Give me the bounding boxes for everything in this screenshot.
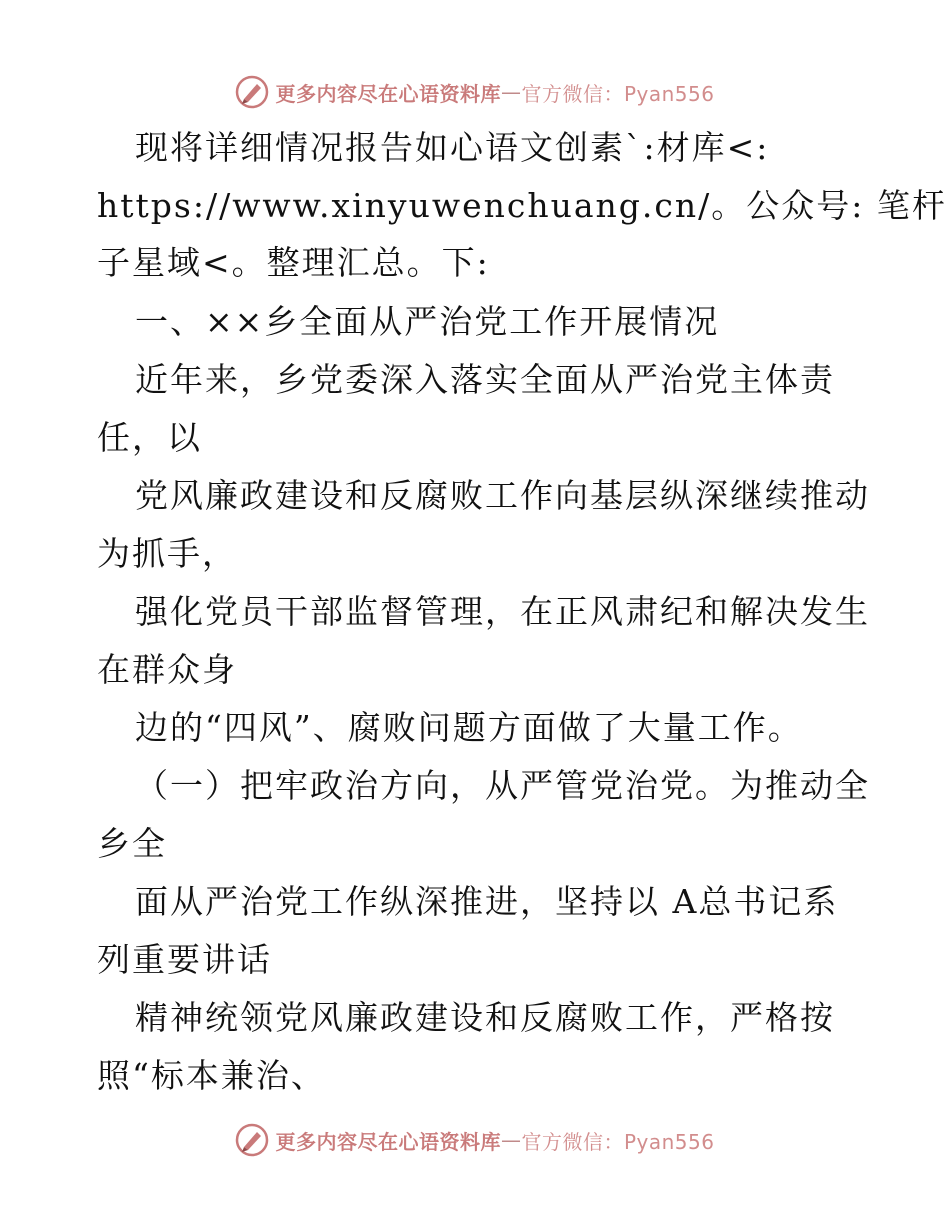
header-watermark [0,72,950,112]
body-line-11: 边的“四风”、腐败问题方面做了大量工作。 [135,708,803,747]
body-line-1: 现将详细情况报告如心语文创素`:材库<: [135,128,770,167]
watermark-wechat-text: 官方微信：Pyan556 [521,1129,715,1154]
body-line-13: 乡全 [97,824,167,863]
watermark-brand-text: 更多内容尽在心语资料库 [275,1129,501,1154]
footer-watermark [0,1120,950,1160]
body-line-5: 近年来，乡党委深入落实全面从严治党主体责 [135,360,835,399]
body-line-17: 照“标本兼治、 [97,1056,326,1095]
watermark-separator: — [500,80,522,104]
watermark-wechat-text: 官方微信：Pyan556 [521,81,715,106]
section-heading: 一、××乡全面从严治党工作开展情况 [135,302,720,341]
body-line-10: 在群众身 [97,650,237,689]
watermark-separator: — [500,1128,522,1152]
body-line-2: https://www.xinyuwenchuang.cn/。公众号: 笔杆 [97,186,947,225]
watermark-brand-text: 更多内容尽在心语资料库 [275,81,501,106]
body-line-9: 强化党员干部监督管理，在正风肃纪和解决发生 [135,592,870,631]
body-line-7: 党风廉政建设和反腐败工作向基层纵深继续推动 [135,476,870,515]
body-line-6: 任，以 [97,418,202,457]
body-line-8: 为抓手， [97,534,237,573]
body-line-15: 列重要讲话 [97,940,272,979]
subsection-heading: （一）把牢政治方向，从严管党治党。为推动全 [135,766,870,805]
pen-logo-icon [235,75,269,109]
body-line-14: 面从严治党工作纵深推进，坚持以 A总书记系 [135,882,839,921]
pen-logo-icon [235,1123,269,1157]
body-line-16: 精神统领党风廉政建设和反腐败工作，严格按 [135,998,835,1037]
body-line-3: 子星域<。整理汇总。下: [97,243,490,282]
